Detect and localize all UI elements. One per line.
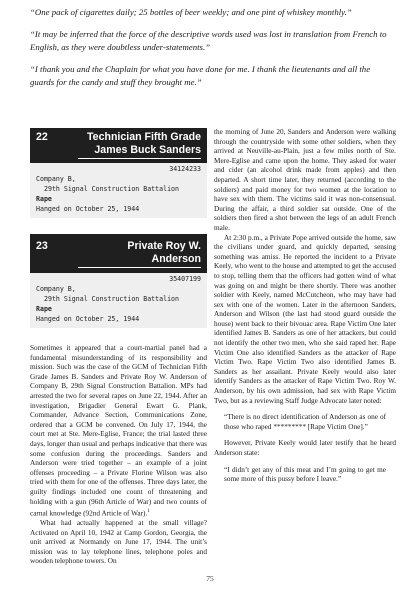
footnote-ref: 1 <box>147 509 150 515</box>
card-crime: Rape <box>36 305 52 313</box>
card-name: James Buck Sanders <box>78 144 201 159</box>
card-unit-line-2: 29th Signal Construction Battalion <box>44 185 179 193</box>
card-rank: Technician Fifth Grade <box>87 131 201 143</box>
card-body <box>30 273 207 328</box>
card-execution: Hanged on October 25, 1944 <box>36 205 140 213</box>
left-column <box>30 128 207 567</box>
paragraph: At 2:30 p.m., a Private Pope arrived outside the home, saw the civilians under guard, and quickly departed, sensing something was amiss. He reported the incident to a Private Keely, who went to the house and attempted to get the accused to stop, telling them that the officers had gotten wind of what was going on and might be there shortly. There was another soldier with Keely, named McCutcheon, who may have had sex with one of the women. Later in the afternoon Sanders, Anderson and Wilson (the last had stood guard outside the house) went back to their bivouac area. Rape Victim One later identified James B. Sanders as one of her attackers, but could not identify the other two men, who she said raped her. Rape Victim One also identified Sanders as the attacker of Rape Victim Two. Rape Victim Two also identified James B. Sanders as her assailant. Private Keely would also later identify Sanders as the attacker of Rape Victim Two. Roy W. Anderson, by his own admission, had sex with Rape Victim Two, but as a reviewing Staff Judge Advocate later noted: <box>214 233 396 405</box>
card-execution: Hanged on October 25, 1944 <box>36 315 140 323</box>
card-crime: Rape <box>36 195 52 203</box>
block-quote: “I didn’t get any of this meat and I’m going to get me some more of this pussy before I leave.” <box>224 465 386 484</box>
card-body <box>30 163 207 218</box>
card-unit-line-1: Company B, <box>36 285 76 293</box>
card-number: 23 <box>36 240 48 252</box>
card-number: 22 <box>36 131 48 143</box>
epigraph-quotes <box>30 6 396 98</box>
right-column <box>214 128 396 492</box>
card-name: Private Roy W. Anderson <box>78 240 201 268</box>
page-number: 75 <box>206 574 214 583</box>
paragraph <box>30 344 207 519</box>
card-header <box>30 128 207 163</box>
quote-2: “It may be inferred that the force of the descriptive words used was lost in translation from French to English, as they were doubtless under-statements.” <box>30 29 387 52</box>
card-serial: 34124233 <box>169 165 201 173</box>
paragraph: the morning of June 20, Sanders and Anderson were walking through the countryside with some other soldiers, when they arrived at Neuville-au-Plain, just a few miles north of Ste. Mere-Eglise and came upon the home. They asked for water and cider (an alcohol drink made from apples) and then departed. A short time later, they returned (according to the soldiers) and paid money for two women at the location to have sex with them. The victims said it was non-consensual. During the affair, a third soldier sat outside. One of the soldiers then fired a shot between the legs of an adult French male. <box>214 128 396 232</box>
card-header <box>30 234 207 273</box>
card-unit-line-1: Company B, <box>36 175 76 183</box>
quote-1: “One pack of cigarettes daily; 25 bottles of beer weekly; and one pint of whiskey monthly.” <box>30 7 352 17</box>
left-body-text <box>30 344 207 567</box>
card-serial: 35407199 <box>169 275 201 283</box>
quote-3: “I thank you and the Chaplain for what you have done for me. I thank the lieutenants and all the guards for the candy and stuff they brought me.” <box>30 64 371 87</box>
paragraph: However, Private Keely would later testify that he heard Anderson state: <box>214 439 396 457</box>
paragraph: What had actually happened at the small village? Activated on April 10, 1942 at Camp Gordon, Georgia, the unit arrived at Normandy on June 17, 1944. The unit’s mission was to lay telephone lines, telephone poles and wooden telephone towers. On <box>30 519 207 566</box>
execution-card-22 <box>30 128 207 218</box>
block-quote: “There is no direct identification of Anderson as one of those who raped ********* [Rape Victim One].” <box>224 413 386 431</box>
paragraph-text: Sometimes it appeared that a court-martial panel had a fundamental misunderstanding of its responsibility and mission. Such was the case of the GCM of Technician Fifth Grade James B. Sanders and Private Roy W. Anderson of Company B, 29th Signal Construction Battalion. MPs had arrested the two for several rapes on June 22, 1944. After an investigation, Brigadier General Ewart G. Plank, Commander, Advance Section, Communications Zone, ordered that a GCM be convened. On July 17, 1944, the court met at Ste. Mere-Eglise, France; the trial lasted three days, longer than usual and perhaps indicative that there was some confusion during the proceedings. Sanders and Anderson were tried together – an example of a joint offenses proceeding – a Private Florine Wilson was also tried with them for one of the offenses. Three days later, the guilty findings included one count of threatening and holding with a gun (96th Article of War) and two counts of carnal knowledge (92nd Article of War). <box>30 344 207 518</box>
card-unit-line-2: 29th Signal Construction Battalion <box>44 295 179 303</box>
execution-card-23 <box>30 234 207 328</box>
